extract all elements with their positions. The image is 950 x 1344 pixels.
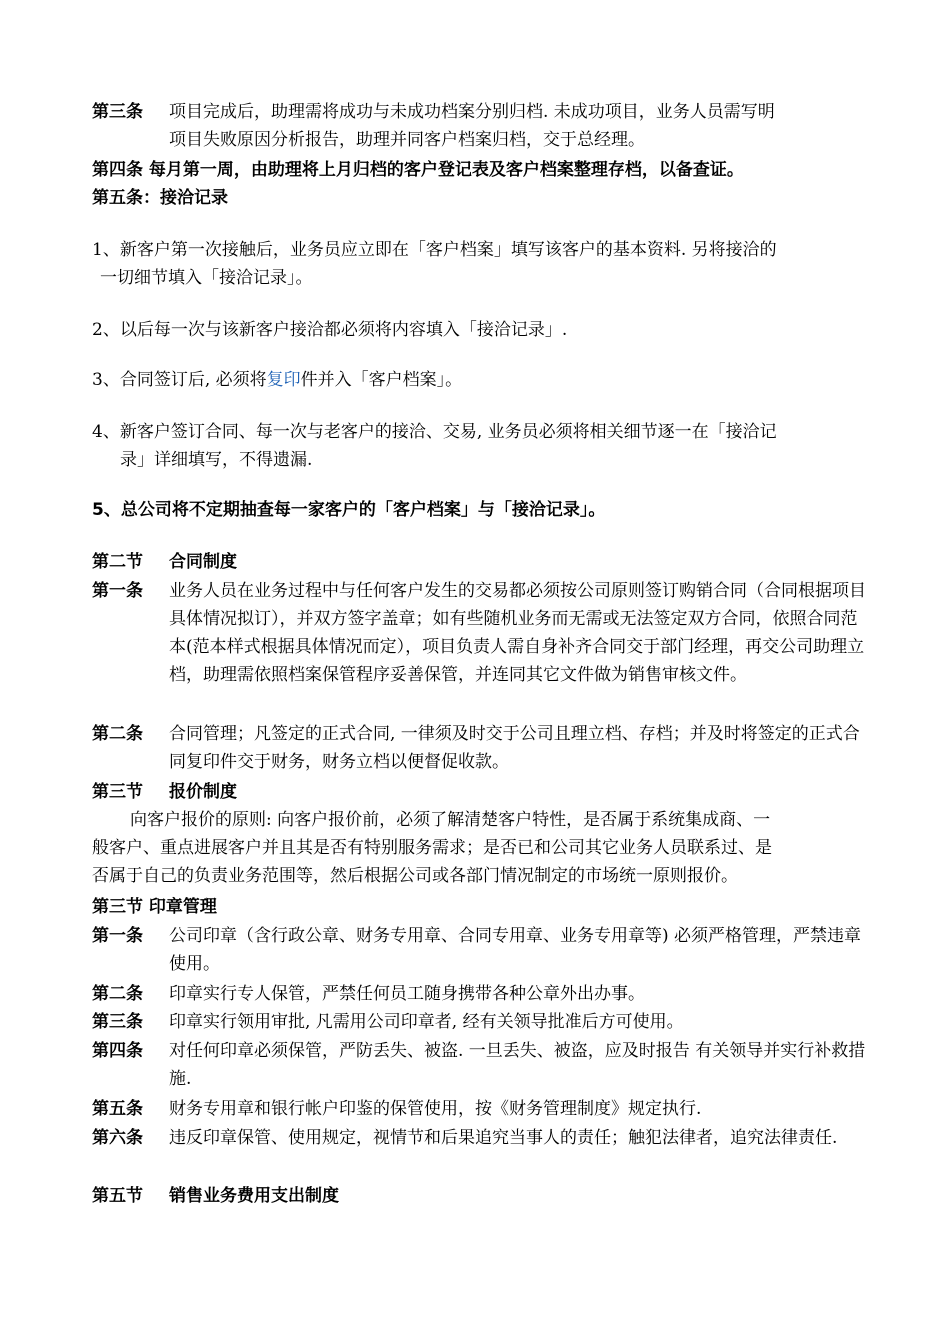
list-item-2: 2、以后每一次与该新客户接洽都必须将内容填入「接洽记录」. xyxy=(92,320,568,340)
seal-article-3 xyxy=(92,1008,872,1036)
quote-para-line-2: 般客户、重点进展客户并且其是否有特别服务需求；是否已和公司其它业务人员联系过、是 xyxy=(92,838,772,858)
list-item-4-line-1: 4、新客户签订合同、每一次与老客户的接洽、交易, 业务员必须将相关细节逐一在「接洽记 xyxy=(92,422,777,442)
list-item-3-pre: 3、合同签订后, 必须将 xyxy=(92,370,267,390)
article-label: 第二条 xyxy=(92,724,143,744)
section-heading-quote xyxy=(92,778,862,806)
section-label: 第五节 xyxy=(92,1186,143,1206)
article-label: 第六条 xyxy=(92,1128,143,1148)
copy-link[interactable]: 复印 xyxy=(266,370,301,390)
article-text: 印章实行领用审批, 凡需用公司印章者, 经有关领导批准后方可使用。 xyxy=(169,1012,684,1032)
list-item-4-line-2: 录」详细填写，不得遗漏. xyxy=(120,450,313,470)
article-label: 第一条 xyxy=(92,581,143,601)
article-label: 第四条 xyxy=(92,1041,143,1061)
article-label: 第二条 xyxy=(92,984,143,1004)
article-text: 业务人员在业务过程中与任何客户发生的交易都必须按公司原则签订购销合同（合同根据项目具体情况拟订），并双方签字盖章；如有些随机业务而无需或无法签定双方合同，依照合同范本(范本样式根据具体情况而定），项目负责人需自身补齐合同交于部门经理，再交公司助理立档，助理需依照档案保管程序妥善保管，并连同其它文件做为销售审核文件。 xyxy=(169,581,866,685)
article-label: 第五条 xyxy=(92,1099,143,1119)
section-title: 报价制度 xyxy=(169,782,237,802)
section-heading-seal: 第三节 印章管理 xyxy=(92,897,217,917)
list-item-3 xyxy=(92,366,862,394)
article-4: 第四条 每月第一周，由助理将上月归档的客户登记表及客户档案整理存档，以备查证。 xyxy=(92,160,744,180)
quote-para-line-3: 否属于自己的负责业务范围等，然后根据公司或各部门情况制定的市场统一原则报价。 xyxy=(92,866,738,886)
list-item-1-line-2: 一切细节填入「接洽记录」。 xyxy=(100,268,313,288)
section-title: 销售业务费用支出制度 xyxy=(169,1186,339,1206)
list-item-1-line-1: 1、新客户第一次接触后，业务员应立即在「客户档案」填写该客户的基本资料. 另将接洽的 xyxy=(92,240,777,260)
article-label: 第三条 xyxy=(92,102,143,122)
article-label: 第一条 xyxy=(92,926,143,946)
article-5-heading: 第五条：接洽记录 xyxy=(92,188,228,208)
article-text: 违反印章保管、使用规定，视情节和后果追究当事人的责任；触犯法律者，追究法律责任. xyxy=(169,1128,838,1148)
article-label: 第三条 xyxy=(92,1012,143,1032)
article-text: 财务专用章和银行帐户印鉴的保管使用，按《财务管理制度》规定执行. xyxy=(169,1099,702,1119)
article-text: 印章实行专人保管，严禁任何员工随身携带各种公章外出办事。 xyxy=(169,984,645,1004)
section-label: 第二节 xyxy=(92,552,143,572)
list-item-3-post: 件并入「客户档案」。 xyxy=(300,370,463,390)
contract-article-2 xyxy=(92,720,872,776)
seal-article-1 xyxy=(92,922,872,978)
article-text: 对任何印章必须保管，严防丢失、被盗. 一旦丢失、被盗，应及时报告 有关领导并实行补救措施. xyxy=(169,1041,866,1089)
article-3-line-2: 项目失败原因分析报告，助理并同客户档案归档，交于总经理。 xyxy=(169,130,645,150)
seal-article-5 xyxy=(92,1095,872,1123)
article-3-line-1 xyxy=(92,98,862,126)
section-title: 合同制度 xyxy=(169,552,237,572)
section-label: 第三节 xyxy=(92,782,143,802)
seal-article-2 xyxy=(92,980,872,1008)
article-text: 项目完成后，助理需将成功与未成功档案分别归档. 未成功项目，业务人员需写明 xyxy=(169,102,775,122)
seal-article-4 xyxy=(92,1037,872,1093)
article-text: 公司印章（含行政公章、财务专用章、合同专用章、业务专用章等) 必须严格管理，严禁违章使用。 xyxy=(169,926,862,974)
contract-article-1 xyxy=(92,577,872,689)
list-item-5: 5、总公司将不定期抽查每一家客户的「客户档案」与「接洽记录」。 xyxy=(92,500,606,520)
section-heading-expense xyxy=(92,1182,862,1210)
article-text: 合同管理；凡签定的正式合同, 一律须及时交于公司且理立档、存档；并及时将签定的正式合同复印件交于财务，财务立档以便督促收款。 xyxy=(169,724,860,772)
section-heading-contract xyxy=(92,548,862,576)
seal-article-6 xyxy=(92,1124,872,1152)
quote-para-line-1: 向客户报价的原则: 向客户报价前，必须了解清楚客户特性，是否属于系统集成商、一 xyxy=(130,810,771,830)
